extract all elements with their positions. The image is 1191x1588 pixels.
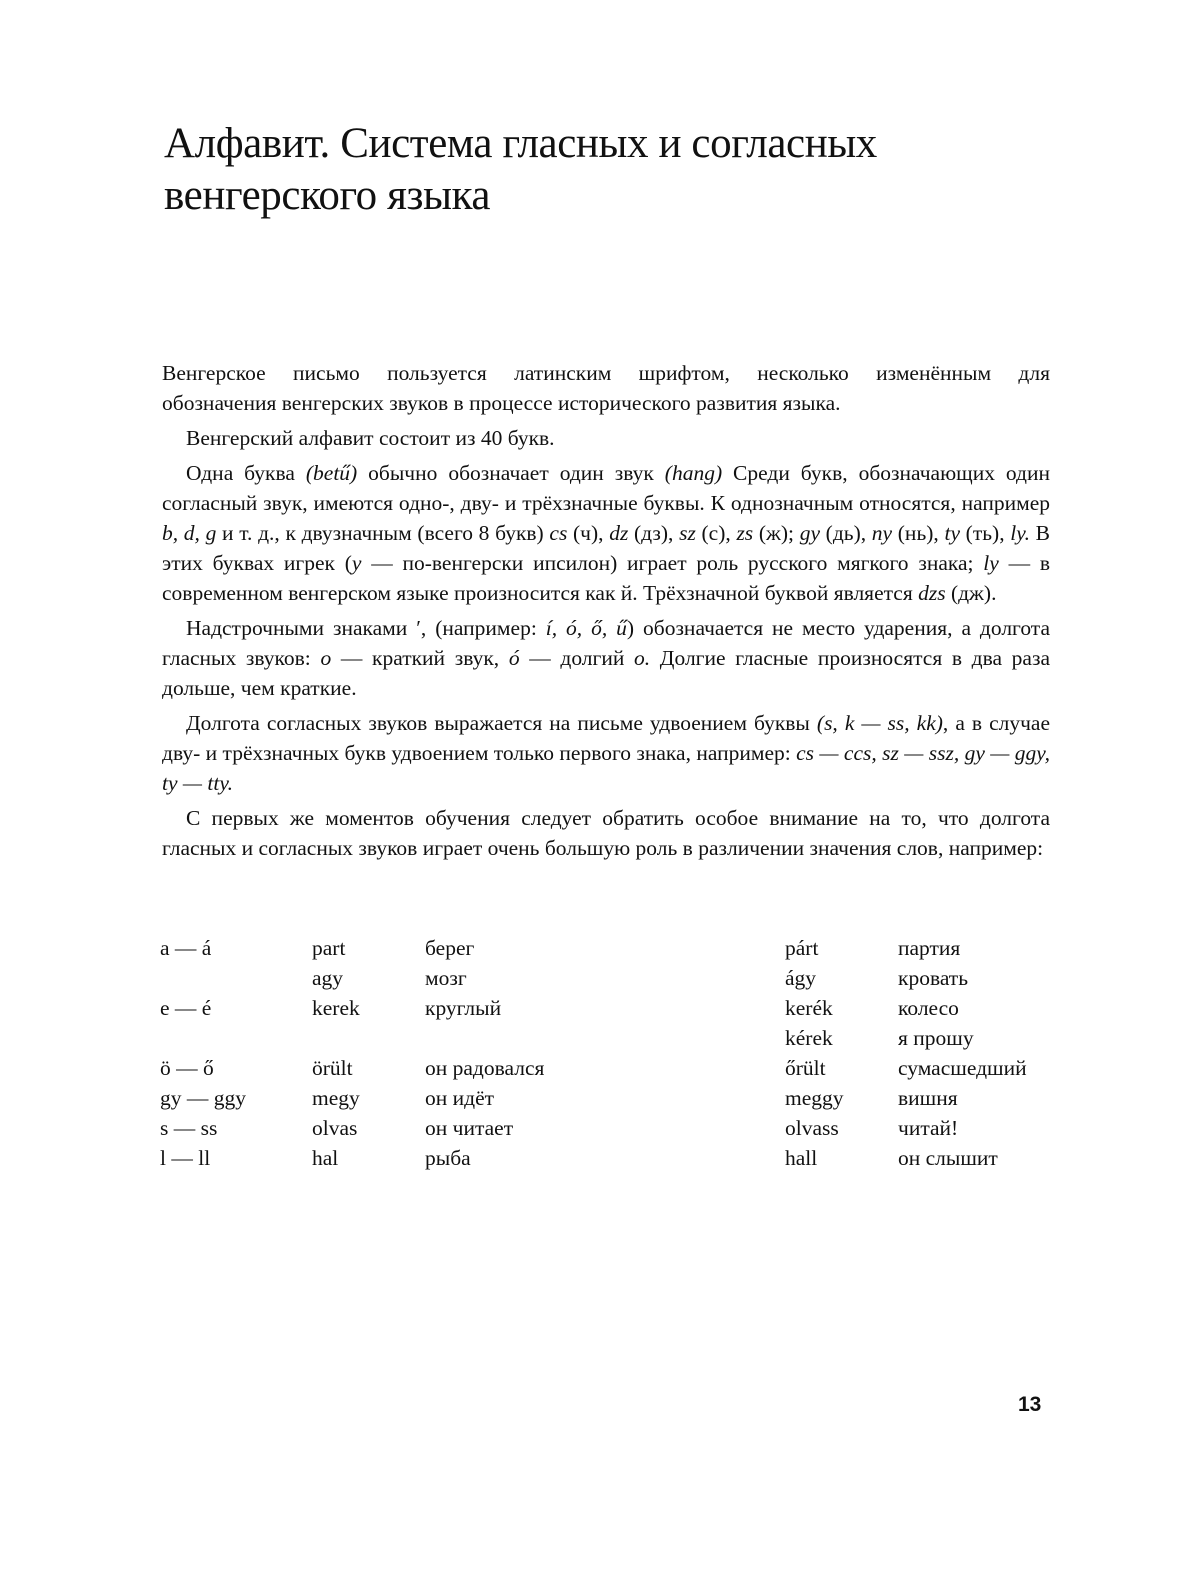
paragraph-3: Одна буква (betű) обычно обозначает один звук (hang) Среди букв, обозначающих один согласный звук, имеются одно-, дву- и трёхзначные буквы. К однозначным относятся, например b, d, g и т. д., к двузначным (всего 8 букв) cs (ч), dz (дз), sz (с), zs (ж); gy (дь), ny (нь), ty (ть), ly. В этих буквах игрек (y — по-венгерски ипсилон) играет роль русского мягкого знака; ly — в современном венгерском языке произносится как й. Трёхзначной буквой является dzs (дж). bbox=[162, 461, 1051, 605]
example-short-translation: рыба bbox=[425, 1146, 471, 1170]
example-short-translation: он идёт bbox=[425, 1086, 495, 1110]
example-long-word: ágy bbox=[785, 966, 817, 990]
page-title bbox=[164, 118, 1064, 222]
example-short-translation: берег bbox=[425, 936, 475, 960]
paragraph-1 bbox=[162, 358, 1050, 418]
example-row bbox=[160, 1146, 1060, 1176]
example-short-translation: круглый bbox=[425, 996, 502, 1020]
example-long-translation: колесо bbox=[898, 996, 959, 1020]
example-long-word: olvass bbox=[785, 1116, 839, 1140]
paragraph-1-line-2: обозначения венгерских звуков в процессе исторического развития языка. bbox=[162, 391, 841, 415]
paragraph-4: Надстрочными знаками ′, (например: í, ó, ő, ű) обозначается не место ударения, а долгота гласных звуков: o — краткий звук, ó — долгий o. Долгие гласные произносятся в два раза дольше, чем краткие. bbox=[162, 616, 1051, 700]
example-row bbox=[160, 1026, 1060, 1056]
example-row bbox=[160, 996, 1060, 1026]
example-short-word: part bbox=[312, 936, 346, 960]
example-long-word: őrült bbox=[785, 1056, 826, 1080]
example-long-word: meggy bbox=[785, 1086, 844, 1110]
paragraph-1-line-1: Венгерское письмо пользуется латинским шрифтом, несколько изменённым для bbox=[162, 361, 1050, 385]
example-pair: l — ll bbox=[160, 1146, 211, 1170]
paragraph-5: Долгота согласных звуков выражается на письме удвоением буквы (s, k — ss, kk), а в случае дву- и трёхзначных букв удвоением только первого знака, например: cs — ccs, sz — ssz, gy — ggy, ty — tty. bbox=[162, 711, 1050, 795]
paragraph-2: Венгерский алфавит состоит из 40 букв. bbox=[186, 426, 555, 450]
example-pair: e — é bbox=[160, 996, 212, 1020]
example-short-word: agy bbox=[312, 966, 344, 990]
example-long-translation: кровать bbox=[898, 966, 969, 990]
example-long-word: hall bbox=[785, 1146, 818, 1170]
example-short-translation: мозг bbox=[425, 966, 467, 990]
title-line-2: венгерского языка bbox=[164, 172, 491, 219]
example-long-word: párt bbox=[785, 936, 819, 960]
example-short-translation: он читает bbox=[425, 1116, 514, 1140]
example-long-translation: я прошу bbox=[898, 1026, 974, 1050]
example-pair: gy — ggy bbox=[160, 1086, 246, 1110]
page-number: 13 bbox=[1018, 1393, 1042, 1416]
example-short-word: olvas bbox=[312, 1116, 358, 1140]
example-pair: ö — ő bbox=[160, 1056, 214, 1080]
example-row bbox=[160, 936, 1060, 966]
example-short-translation: он радовался bbox=[425, 1056, 545, 1080]
example-long-translation: сумасшедший bbox=[898, 1056, 1027, 1080]
example-long-translation: вишня bbox=[898, 1086, 958, 1110]
example-short-word: megy bbox=[312, 1086, 360, 1110]
example-row bbox=[160, 1086, 1060, 1116]
example-long-translation: он слышит bbox=[898, 1146, 998, 1170]
example-row bbox=[160, 1116, 1060, 1146]
example-long-word: kérek bbox=[785, 1026, 833, 1050]
example-row bbox=[160, 1056, 1060, 1086]
example-short-word: örült bbox=[312, 1056, 353, 1080]
example-long-translation: читай! bbox=[898, 1116, 959, 1140]
paragraph-6: С первых же моментов обучения следует обратить особое внимание на то, что долгота гласных и согласных звуков играет очень большую роль в различении значения слов, например: bbox=[162, 806, 1050, 860]
example-long-word: kerék bbox=[785, 996, 833, 1020]
example-pair: s — ss bbox=[160, 1116, 218, 1140]
example-short-word: kerek bbox=[312, 996, 360, 1020]
title-line-1: Алфавит. Система гласных и согласных bbox=[164, 120, 877, 167]
example-row bbox=[160, 966, 1060, 996]
example-long-translation: партия bbox=[898, 936, 961, 960]
body-text bbox=[162, 358, 1050, 868]
example-pair: a — á bbox=[160, 936, 212, 960]
example-short-word: hal bbox=[312, 1146, 339, 1170]
